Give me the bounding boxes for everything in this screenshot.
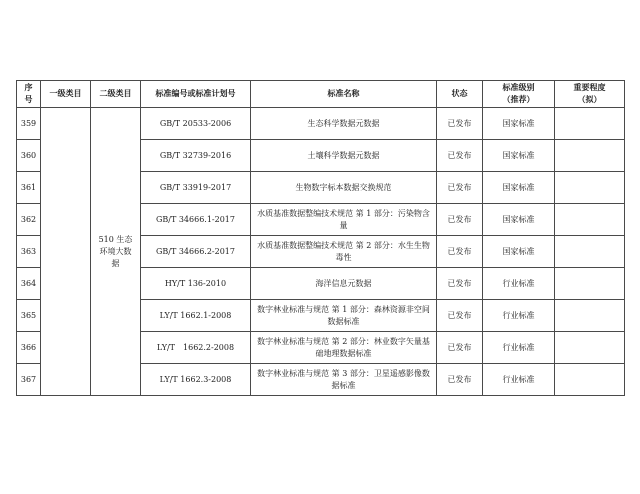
cell-status: 已发布 — [437, 236, 483, 268]
cell-name: 水质基准数据整编技术规范 第 2 部分：水生生物毒性 — [251, 236, 437, 268]
cell-code: LY/T 1662.2-2008 — [141, 332, 251, 364]
header-priority: 重要程度 （拟） — [555, 81, 625, 108]
cell-name: 生物数字标本数据交换规范 — [251, 172, 437, 204]
cell-status: 已发布 — [437, 140, 483, 172]
cell-seq: 362 — [17, 204, 41, 236]
header-status: 状态 — [437, 81, 483, 108]
cell-status: 已发布 — [437, 364, 483, 396]
header-standard-code: 标准编号或标准计划号 — [141, 81, 251, 108]
cell-seq: 365 — [17, 300, 41, 332]
cell-priority — [555, 108, 625, 140]
table-header-row — [17, 81, 625, 108]
cell-priority — [555, 236, 625, 268]
cell-priority — [555, 300, 625, 332]
table-row — [17, 108, 625, 140]
cell-level: 国家标准 — [483, 140, 555, 172]
cell-status: 已发布 — [437, 300, 483, 332]
cell-status: 已发布 — [437, 268, 483, 300]
header-standard-name: 标准名称 — [251, 81, 437, 108]
cell-seq: 363 — [17, 236, 41, 268]
cell-level: 国家标准 — [483, 108, 555, 140]
cell-status: 已发布 — [437, 108, 483, 140]
cell-category1 — [41, 108, 91, 396]
cell-priority — [555, 172, 625, 204]
cell-name: 数字林业标准与规范 第 1 部分：森林资源非空间数据标准 — [251, 300, 437, 332]
cell-priority — [555, 268, 625, 300]
cell-name: 数字林业标准与规范 第 3 部分：卫星遥感影像数据标准 — [251, 364, 437, 396]
cell-code: GB/T 20533-2006 — [141, 108, 251, 140]
cell-level: 国家标准 — [483, 172, 555, 204]
cell-name: 土壤科学数据元数据 — [251, 140, 437, 172]
cell-code: HY/T 136-2010 — [141, 268, 251, 300]
header-category2: 二级类目 — [91, 81, 141, 108]
cell-seq: 364 — [17, 268, 41, 300]
cell-level: 行业标准 — [483, 332, 555, 364]
cell-category2: 510 生态 环境大数 据 — [91, 108, 141, 396]
cell-status: 已发布 — [437, 204, 483, 236]
cell-priority — [555, 140, 625, 172]
cell-seq: 359 — [17, 108, 41, 140]
header-category1: 一级类目 — [41, 81, 91, 108]
cell-code: GB/T 32739-2016 — [141, 140, 251, 172]
cell-code: LY/T 1662.3-2008 — [141, 364, 251, 396]
cell-name: 数字林业标准与规范 第 2 部分：林业数字矢量基础地理数据标准 — [251, 332, 437, 364]
cell-name: 水质基准数据整编技术规范 第 1 部分：污染物含量 — [251, 204, 437, 236]
cell-level: 行业标准 — [483, 364, 555, 396]
cell-level: 行业标准 — [483, 268, 555, 300]
cell-level: 国家标准 — [483, 236, 555, 268]
cell-priority — [555, 332, 625, 364]
cell-seq: 360 — [17, 140, 41, 172]
cell-code: LY/T 1662.1-2008 — [141, 300, 251, 332]
cell-level: 行业标准 — [483, 300, 555, 332]
cell-code: GB/T 34666.2-2017 — [141, 236, 251, 268]
cell-seq: 367 — [17, 364, 41, 396]
cell-priority — [555, 204, 625, 236]
header-seq: 序 号 — [17, 81, 41, 108]
cell-name: 海洋信息元数据 — [251, 268, 437, 300]
header-level: 标准级别 （推荐） — [483, 81, 555, 108]
cell-seq: 361 — [17, 172, 41, 204]
cell-seq: 366 — [17, 332, 41, 364]
cell-code: GB/T 34666.1-2017 — [141, 204, 251, 236]
cell-code: GB/T 33919-2017 — [141, 172, 251, 204]
cell-level: 国家标准 — [483, 204, 555, 236]
cell-name: 生态科学数据元数据 — [251, 108, 437, 140]
cell-priority — [555, 364, 625, 396]
cell-status: 已发布 — [437, 172, 483, 204]
standards-table — [16, 80, 625, 396]
cell-status: 已发布 — [437, 332, 483, 364]
